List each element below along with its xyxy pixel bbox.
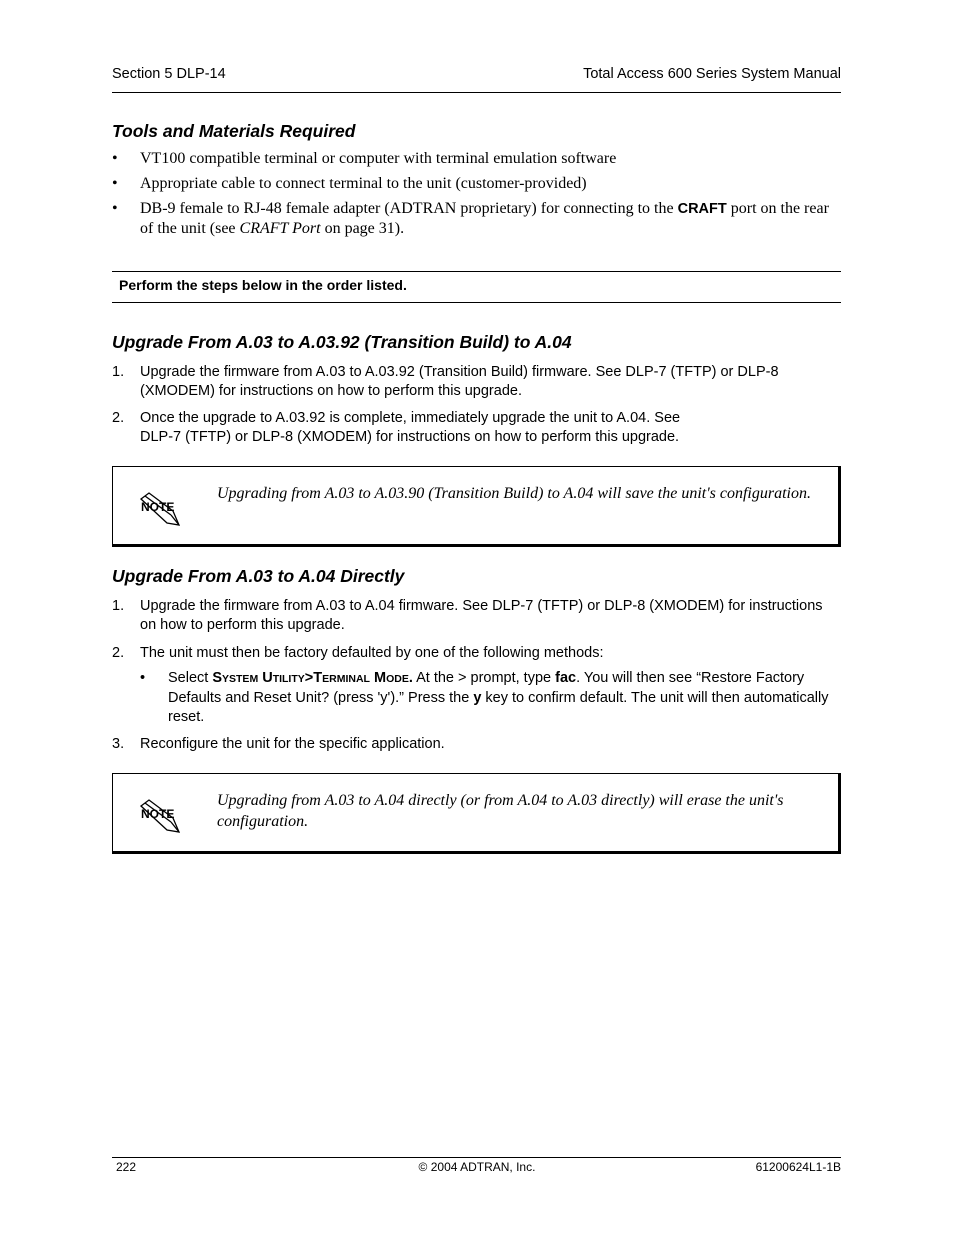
note-text: Upgrading from A.03 to A.04 directly (or from A.04 to A.03 directly) will erase the unit's configuration. — [217, 792, 784, 830]
svg-text:NOTE: NOTE — [141, 807, 175, 821]
section1-step-1: Upgrade the firmware from A.03 to A.03.92 (Transition Build) firmware. See DLP-7 (TFTP) or DLP-8 (XMODEM) for instructions on how to perform this upgrade. — [140, 364, 779, 399]
menu-path: SYSTEM UTILITY>TERMINAL MODE. — [212, 670, 413, 686]
section1-step-2: Once the upgrade to A.03.92 is complete, immediately upgrade the unit to A.04. See DLP-7 (TFTP) or DLP-8 (XMODEM) for instructions on how to perform this upgrade. — [140, 410, 681, 445]
y-key: y — [473, 690, 482, 706]
fac-command: fac — [555, 670, 577, 686]
bullet: • — [140, 670, 146, 686]
header-section: Section 5 DLP-14 — [112, 66, 226, 82]
header-rule — [112, 92, 841, 93]
bullet: • — [112, 200, 118, 217]
note-text: Upgrading from A.03 to A.03.90 (Transition Build) to A.04 will save the unit's configuration. — [217, 485, 811, 502]
section2-step-1: Upgrade the firmware from A.03 to A.04 firmware. See DLP-7 (TFTP) or DLP-8 (XMODEM) for instructions on how to perform this upgrade. — [140, 598, 823, 633]
step-number: 1. — [112, 598, 125, 614]
perform-banner: Perform the steps below in the order listed. — [119, 277, 407, 293]
svg-text:NOTE: NOTE — [141, 500, 175, 514]
tools-item-2: Appropriate cable to connect terminal to the unit (customer-provided) — [140, 175, 587, 192]
tools-item-1: VT100 compatible terminal or computer with terminal emulation software — [140, 150, 617, 167]
factory-default-method: Select SYSTEM UTILITY>TERMINAL MODE. At the > prompt, type fac. You will then see “Restore Factory Defaults and Reset Unit? (press 'y').” Press the y key to confirm default. The unit will then automatically reset. — [168, 670, 829, 725]
banner-bottom-rule — [112, 302, 841, 303]
copyright: © 2004 ADTRAN, Inc. — [418, 1160, 536, 1174]
section2-step-2: The unit must then be factory defaulted by one of the following methods: — [140, 645, 604, 661]
section2-step-3: Reconfigure the unit for the specific application. — [140, 736, 445, 752]
document-number: 61200624L1-1B — [755, 1160, 841, 1174]
page-number: 222 — [116, 1160, 137, 1174]
bullet: • — [112, 175, 118, 192]
tools-heading: Tools and Materials Required — [112, 121, 356, 141]
tools-item-3: DB-9 female to RJ-48 female adapter (ADTRAN proprietary) for connecting to the CRAFT port on the rear of the unit (see CRAFT Port on page 31). — [140, 200, 829, 237]
craft-port-reference: CRAFT Port — [239, 220, 321, 237]
step-number: 2. — [112, 410, 125, 426]
note-box — [112, 466, 841, 547]
header-manual-title: Total Access 600 Series System Manual — [583, 66, 841, 82]
note-box — [112, 773, 841, 854]
banner-top-rule — [112, 271, 841, 272]
bullet: • — [112, 150, 118, 167]
step-number: 3. — [112, 736, 125, 752]
craft-label: CRAFT — [677, 201, 727, 217]
section2-heading: Upgrade From A.03 to A.04 Directly — [112, 566, 405, 586]
section1-heading: Upgrade From A.03 to A.03.92 (Transition Build) to A.04 — [112, 332, 572, 352]
list-item — [112, 199, 842, 241]
step-number: 1. — [112, 364, 125, 380]
footer-rule — [112, 1157, 841, 1158]
step-number: 2. — [112, 645, 125, 661]
note-icon — [137, 487, 181, 531]
note-icon — [137, 794, 181, 838]
